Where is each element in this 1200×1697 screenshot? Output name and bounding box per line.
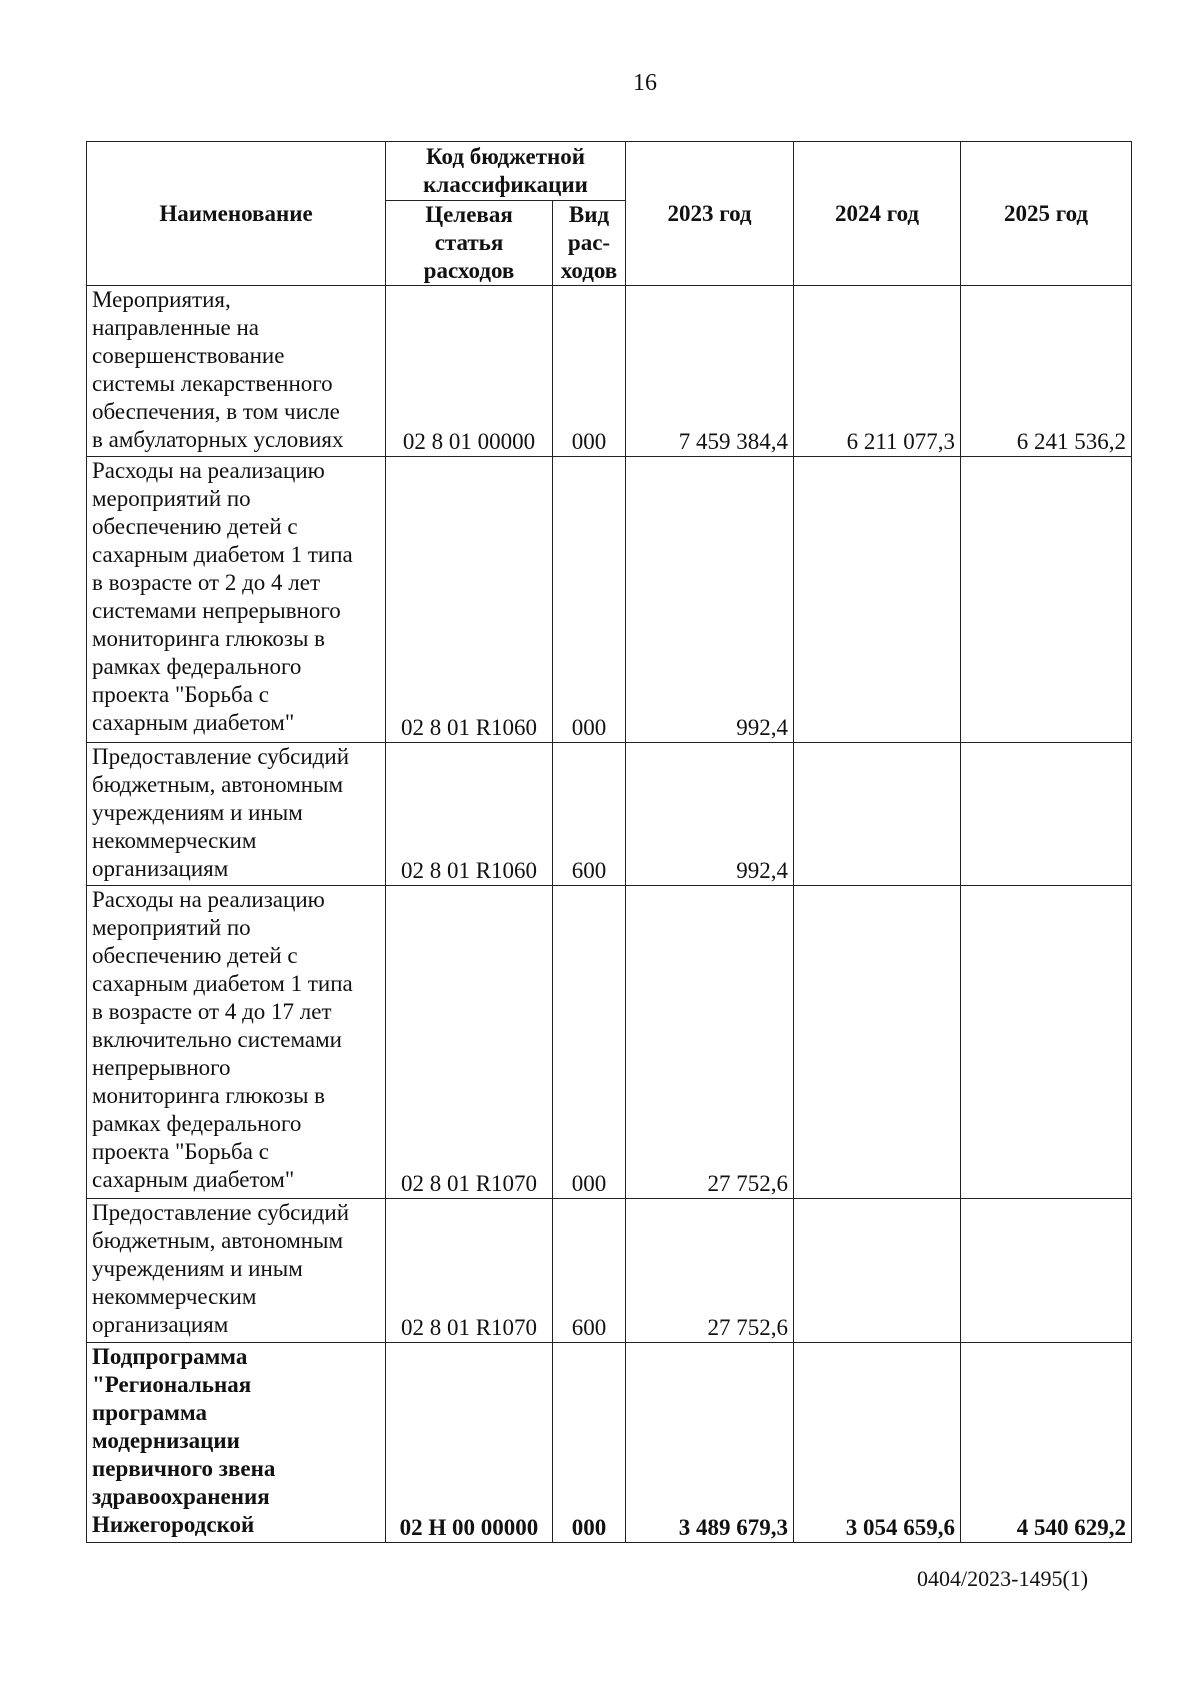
row-amount-2023: 3 489 679,3	[626, 1343, 794, 1543]
table-row	[87, 1343, 1132, 1543]
row-name: Расходы на реализацию мероприятий по обеспечению детей с сахарным диабетом 1 типа в возрасте от 2 до 4 лет системами непрерывного мониторинга глюкозы в рамках федерального проекта "Борьба с сахарным диабетом"	[87, 457, 386, 743]
header-2025: 2025 год	[961, 142, 1132, 286]
header-target-article: Целевая статья расходов	[386, 201, 553, 286]
row-amount-2025	[961, 457, 1132, 743]
row-amount-2024	[794, 743, 961, 886]
row-name: Мероприятия, направленные на совершенствование системы лекарственного обеспечения, в том числе в амбулаторных условиях	[87, 286, 386, 457]
row-amount-2025: 6 241 536,2	[961, 286, 1132, 457]
table-row	[87, 457, 1132, 743]
row-amount-2023: 7 459 384,4	[626, 286, 794, 457]
row-expense-type: 600	[553, 743, 626, 886]
row-target-code: 02 8 01 00000	[386, 286, 553, 457]
document-code: 0404/2023-1495(1)	[917, 1566, 1089, 1591]
row-name: Расходы на реализацию мероприятий по обеспечению детей с сахарным диабетом 1 типа в возрасте от 4 до 17 лет включительно системами непрерывного мониторинга глюкозы в рамках федерального проекта "Борьба с сахарным диабетом"	[87, 886, 386, 1199]
row-amount-2023: 27 752,6	[626, 886, 794, 1199]
row-amount-2025: 4 540 629,2	[961, 1343, 1132, 1543]
row-amount-2024: 6 211 077,3	[794, 286, 961, 457]
header-name: Наименование	[87, 142, 386, 286]
row-expense-type: 600	[553, 1199, 626, 1343]
header-expense-type: Вид рас-ходов	[553, 201, 626, 286]
row-target-code: 02 8 01 R1060	[386, 457, 553, 743]
table-row	[87, 743, 1132, 886]
row-amount-2023: 992,4	[626, 457, 794, 743]
row-expense-type: 000	[553, 457, 626, 743]
row-amount-2024	[794, 1199, 961, 1343]
row-amount-2024	[794, 886, 961, 1199]
row-target-code: 02 8 01 R1070	[386, 1199, 553, 1343]
table-row	[87, 886, 1132, 1199]
row-amount-2024	[794, 457, 961, 743]
header-code-group: Код бюджетной классификации	[386, 142, 626, 201]
row-amount-2025	[961, 1199, 1132, 1343]
row-name: Предоставление субсидий бюджетным, автономным учреждениям и иным некоммерческим организациям	[87, 1199, 386, 1343]
budget-table	[86, 141, 1132, 1543]
row-target-code: 02 Н 00 00000	[386, 1343, 553, 1543]
row-amount-2023: 992,4	[626, 743, 794, 886]
row-amount-2025	[961, 886, 1132, 1199]
header-2023: 2023 год	[626, 142, 794, 286]
row-name: Подпрограмма "Региональная программа модернизации первичного звена здравоохранения Нижегородской	[87, 1343, 386, 1543]
row-name: Предоставление субсидий бюджетным, автономным учреждениям и иным некоммерческим организациям	[87, 743, 386, 886]
row-expense-type: 000	[553, 886, 626, 1199]
table-row	[87, 286, 1132, 457]
header-2024: 2024 год	[794, 142, 961, 286]
page-number: 16	[633, 70, 657, 96]
table-row	[87, 1199, 1132, 1343]
table-header-row	[87, 142, 1132, 201]
row-expense-type: 000	[553, 1343, 626, 1543]
row-target-code: 02 8 01 R1060	[386, 743, 553, 886]
row-amount-2025	[961, 743, 1132, 886]
row-expense-type: 000	[553, 286, 626, 457]
row-amount-2024: 3 054 659,6	[794, 1343, 961, 1543]
row-amount-2023: 27 752,6	[626, 1199, 794, 1343]
row-target-code: 02 8 01 R1070	[386, 886, 553, 1199]
